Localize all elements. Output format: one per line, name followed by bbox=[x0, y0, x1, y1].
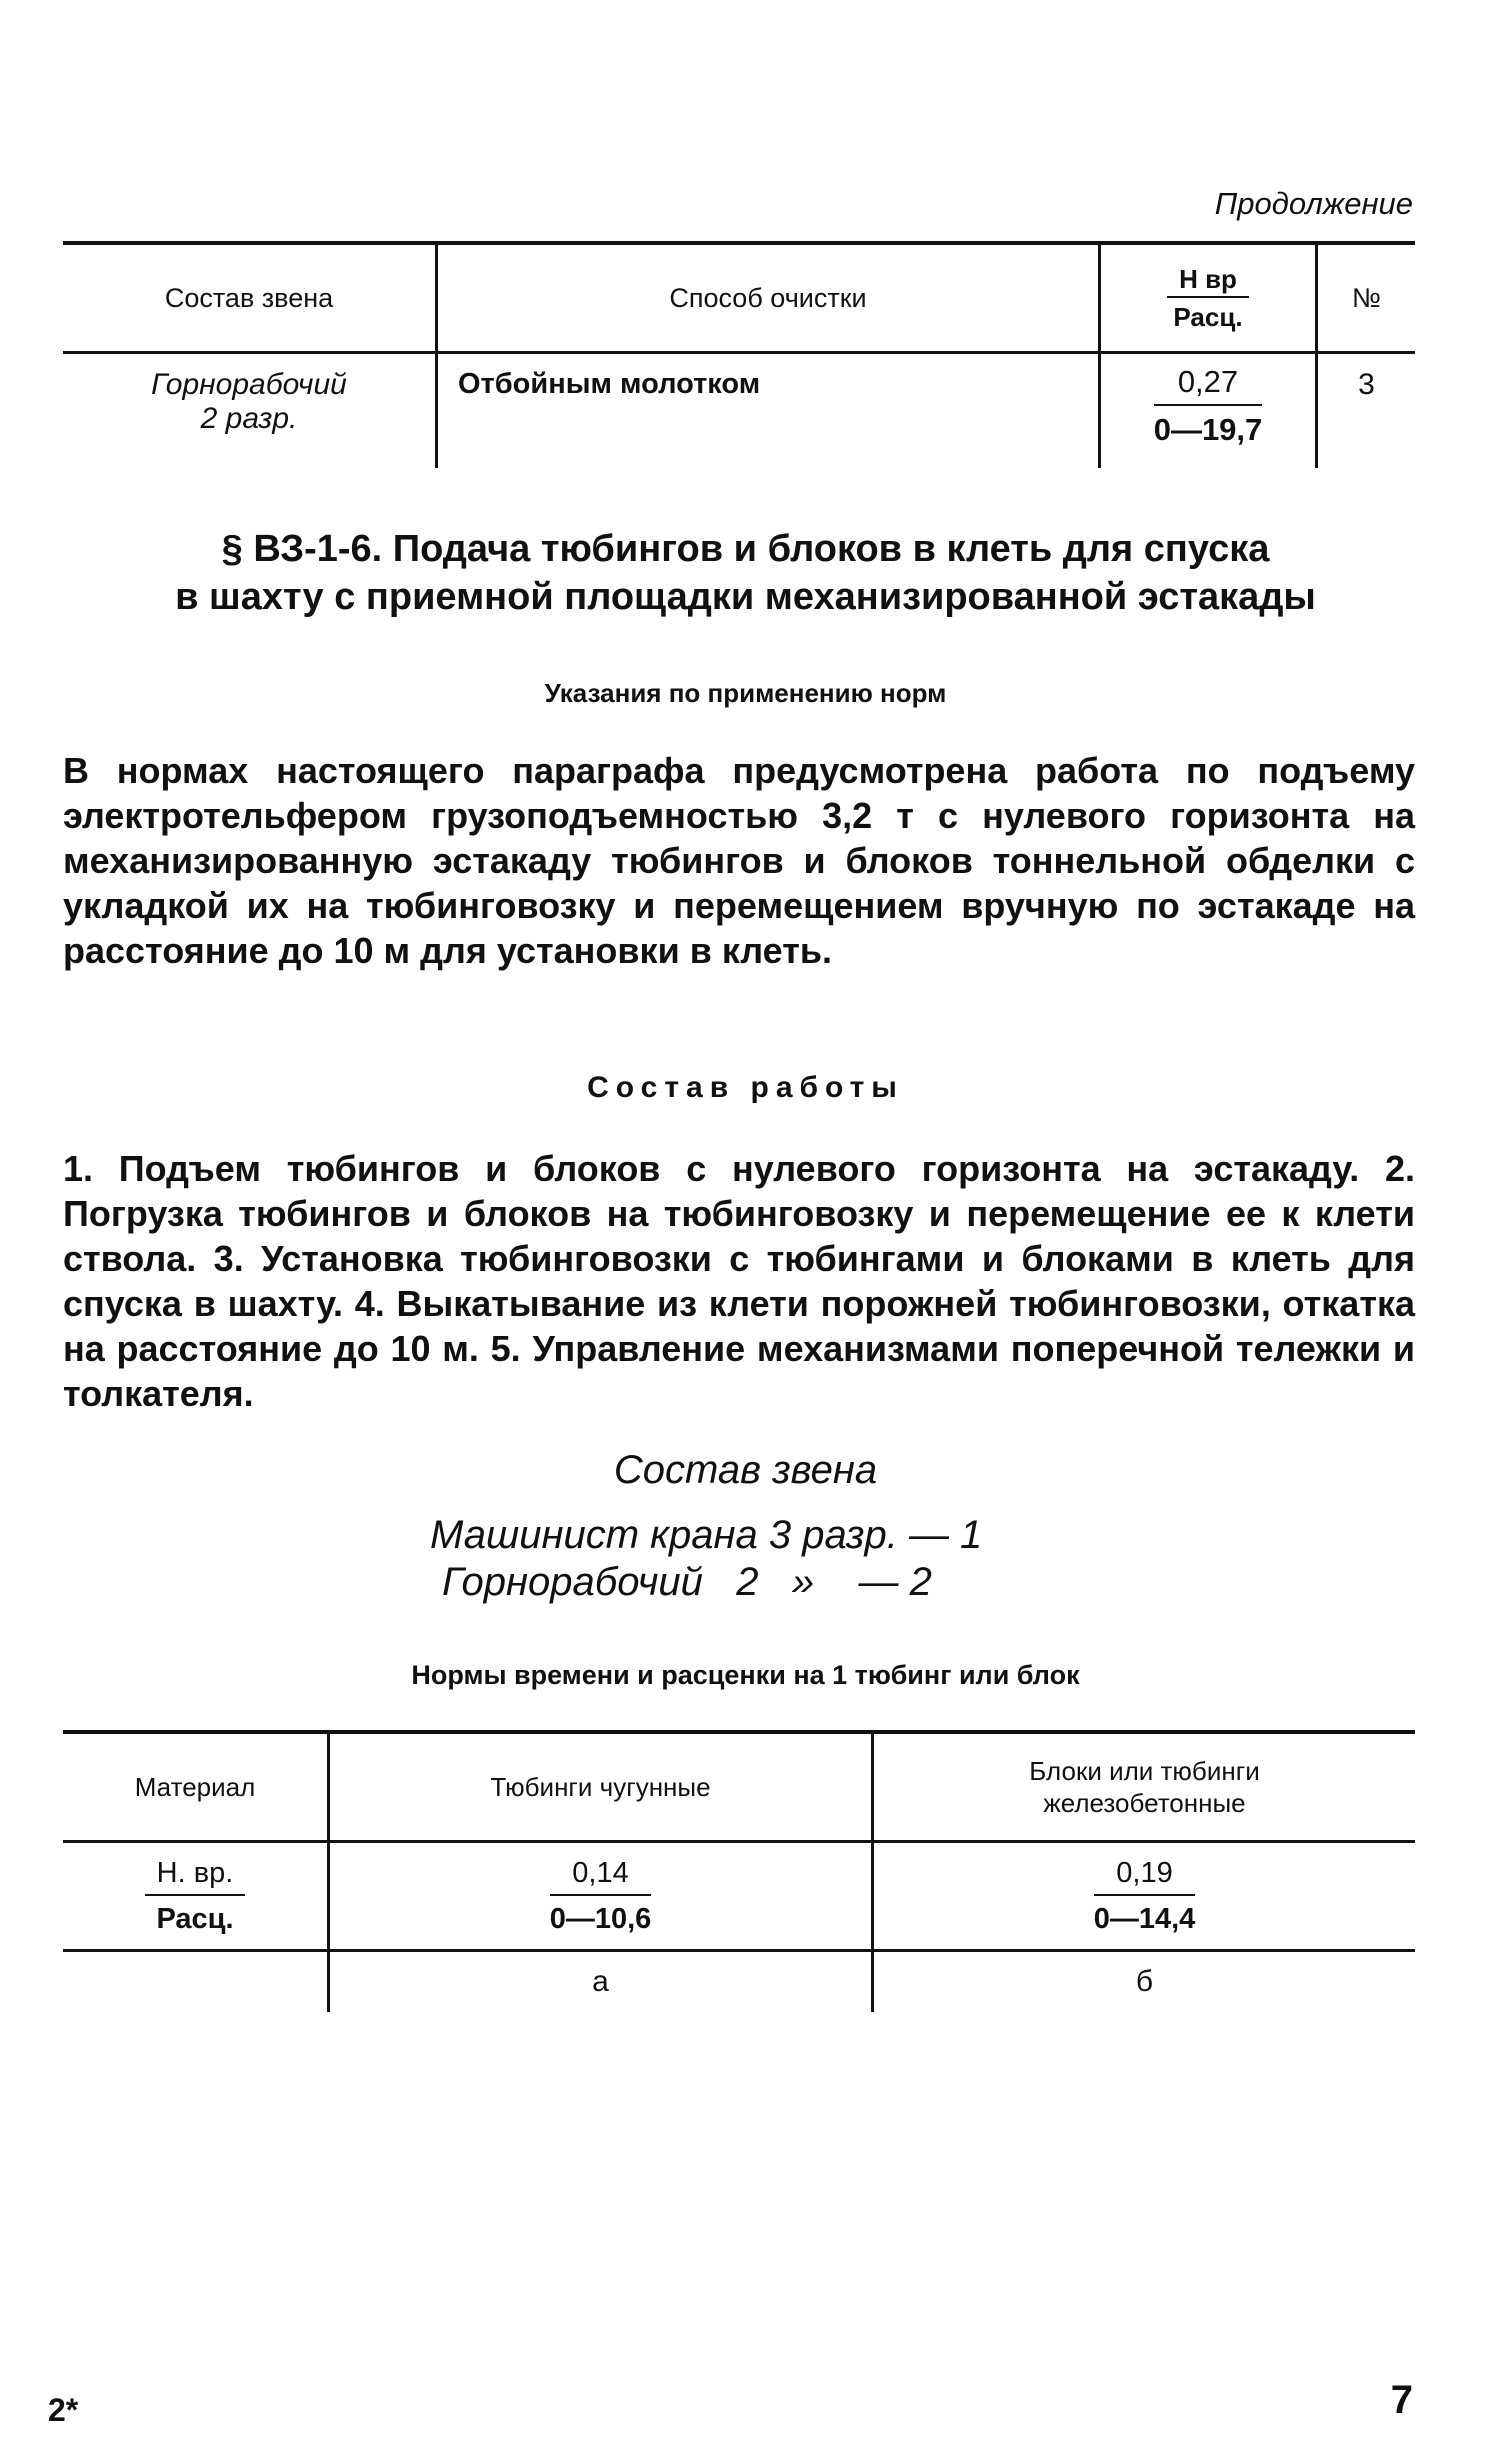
column-letters-row bbox=[63, 1951, 1415, 2013]
cell-number: 3 bbox=[1317, 353, 1416, 469]
table-header-row bbox=[63, 1732, 1415, 1842]
row-label-fraction bbox=[145, 1854, 246, 1938]
signature-mark: 2* bbox=[48, 2392, 79, 2428]
crew-composition-line-2: Горнорабочий 2 » — 2 bbox=[442, 1560, 932, 1604]
cast-iron-fraction bbox=[550, 1854, 652, 1938]
norm-time: 0,27 bbox=[1154, 362, 1263, 406]
cell-cast-iron bbox=[329, 1842, 873, 1951]
cell-norm bbox=[1100, 353, 1317, 469]
norm-header-top: Н вр bbox=[1167, 264, 1249, 298]
section-heading-line-2: в шахту с приемной площадки механизированной эстакады bbox=[175, 576, 1316, 618]
instructions-heading: Указания по применению норм bbox=[544, 678, 947, 708]
header-concrete-line-1: Блоки или тюбинги bbox=[1029, 1756, 1260, 1786]
header-cast-iron: Тюбинги чугунные bbox=[329, 1732, 873, 1842]
column-letter-b: б bbox=[873, 1951, 1416, 2013]
header-method: Способ очистки bbox=[437, 243, 1100, 353]
cleaning-norms-table bbox=[63, 241, 1415, 468]
crew-composition-line-1: Машинист крана 3 разр. — 1 bbox=[430, 1513, 983, 1557]
work-heading: Состав работы bbox=[587, 1071, 904, 1104]
header-norm bbox=[1100, 243, 1317, 353]
cell-empty bbox=[63, 1951, 329, 2013]
cell-crew bbox=[63, 353, 437, 469]
page-number: 7 bbox=[1390, 2378, 1413, 2422]
crew-heading: Состав звена bbox=[613, 1448, 878, 1492]
table-row bbox=[63, 1842, 1415, 1951]
concrete-fraction bbox=[1094, 1854, 1196, 1938]
table-row bbox=[63, 353, 1415, 469]
cast-iron-rate: 0—10,6 bbox=[549, 1903, 652, 1935]
row-label-top: Н. вр. bbox=[145, 1854, 246, 1896]
header-crew: Состав звена bbox=[164, 282, 334, 313]
norm-header-bottom: Расц. bbox=[1173, 301, 1243, 332]
cell-row-label bbox=[63, 1842, 329, 1951]
time-norms-table bbox=[63, 1730, 1415, 2012]
norm-fraction-header bbox=[1167, 264, 1249, 332]
crew-line-2: 2 разр. bbox=[200, 402, 298, 435]
header-concrete-line-2: железобетонные bbox=[1043, 1788, 1246, 1818]
norm-rate: 0—19,7 bbox=[1153, 412, 1263, 447]
header-concrete bbox=[873, 1732, 1416, 1842]
cell-method: Отбойным молотком bbox=[437, 353, 1100, 469]
work-paragraph: 1. Подъем тюбингов и блоков с нулевого горизонта на эстакаду. 2. Погрузка тюбингов и блоков на тюбинговозку и перемещение ее к клети ствола. 3. Установка тюбинговозки с тюбингами и блоками в клеть для спуска в шахту. 4. Выкатывание из клети порожней тюбинговозки, откатка на расстояние до 10 м. 5. Управление механизмами поперечной тележки и толкателя. bbox=[63, 1148, 1415, 1414]
concrete-time: 0,19 bbox=[1094, 1854, 1196, 1896]
cell-concrete bbox=[873, 1842, 1416, 1951]
section-heading bbox=[0, 525, 1491, 621]
column-letter-a: а bbox=[329, 1951, 873, 2013]
norm-fraction bbox=[1154, 354, 1263, 450]
row-label-bottom: Расц. bbox=[156, 1903, 234, 1935]
continuation-label: Продолжение bbox=[1214, 186, 1413, 221]
crew-line-1: Горнорабочий bbox=[151, 368, 347, 401]
table-header-row bbox=[63, 243, 1415, 353]
cast-iron-time: 0,14 bbox=[550, 1854, 652, 1896]
header-material: Материал bbox=[134, 1772, 256, 1802]
concrete-rate: 0—14,4 bbox=[1093, 1903, 1196, 1935]
header-number: № bbox=[1317, 243, 1416, 353]
norms-caption: Нормы времени и расценки на 1 тюбинг или блок bbox=[411, 1660, 1080, 1690]
instructions-paragraph: В нормах настоящего параграфа предусмотрена работа по подъему электротельфером грузоподъемностью 3,2 т с нулевого горизонта на механизированную эстакаду тюбингов и блоков тоннельной обделки с укладкой их на тюбинговозку и перемещением вручную по эстакаде на расстояние до 10 м для установки в клеть. bbox=[63, 750, 1415, 971]
section-heading-line-1: § ВЗ-1-6. Подача тюбингов и блоков в клеть для спуска bbox=[221, 528, 1270, 570]
